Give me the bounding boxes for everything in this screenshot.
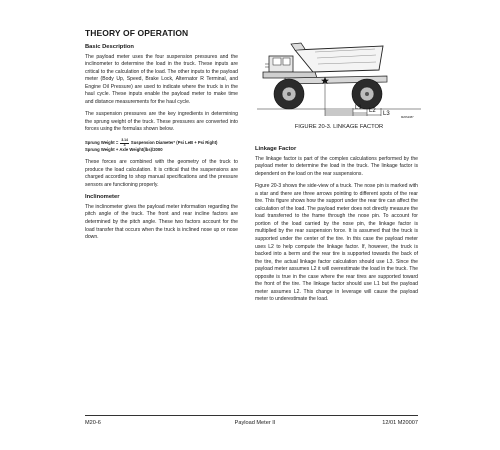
formula-1-rhs: Suspension Diameter² (Psi LeB + Psi Right) bbox=[130, 140, 218, 146]
linkage-factor-figure bbox=[255, 38, 423, 118]
label-l1: L1 bbox=[355, 105, 362, 111]
linkage-factor-paragraph-2: Figure 20-3 shows the side-view of a truck. The nose pin is marked with a star and there are three arrows pointing to different spots of the rear tire. This figure shows how the support under the rear tire can affect the calculation of the load. The payload meter does not directly measure the load transferred to the frame through the nose pin. To account for portion of the load carried by the nose pin, the linkage factor is multiplied by the rear suspension force. It is assumed that the truck is supported under the center of the tire. In this case the payload meter uses L2 to help compute the linkage factor. If, however, the truck is backed into a berm and the rear tire is supported towards the back of the tire, the actual linkage factor calculation should use L3. Since the payload meter assumes L2 it will overestimate the load in the truck. The opposite is true in the case where the rear tires are supported toward the front of the tire. The linkage factor should use L1 but the payload meter assumes L2. This change in leverage will cause the payload meter to underestimate the load. bbox=[255, 183, 418, 303]
linkage-factor-paragraph-1: The linkage factor is part of the complex calculations performed by the payload meter to determine the load in the truck. The linkage factor is dependent on the load on the rear suspensions. bbox=[255, 155, 418, 177]
formula-1-lhs: Sprung Weight = bbox=[85, 140, 119, 146]
formula-line-1 bbox=[85, 139, 238, 147]
label-l2: L2 bbox=[369, 108, 376, 114]
formula-line-2: Sprung Weight + Axle Weight(lbs)/2000 bbox=[85, 147, 163, 153]
formula-1-fraction bbox=[120, 139, 129, 147]
inclinometer-paragraph: The inclinometer gives the payload meter information regarding the pitch angle of the truck. The front and rear incline factors are determined by the pitch angle. These two factors account for the load transfer that occurs when the truck is inclined nose up or nose down. bbox=[85, 203, 238, 241]
basic-description-paragraph-1: The payload meter uses the four suspension pressures and the inclinometer to determine the load in the truck. These inputs are critical to the calculation of the load. The other inputs to the payload meter (Body Up, Speed, Brake Lock, Alternator R Terminal, and Engine Oil Pressure) are used to indicate where the truck is in the haul cycle. These inputs enable the payload meter to make time and distance measurements for the haul cycle. bbox=[85, 53, 238, 105]
label-l3: L3 bbox=[383, 111, 390, 117]
haul-truck-side-view-illustration bbox=[255, 38, 423, 118]
inclinometer-heading: Inclinometer bbox=[85, 194, 120, 201]
linkage-factor-heading: Linkage Factor bbox=[255, 146, 297, 152]
figure-caption: FIGURE 20-3. LINKAGE FACTOR bbox=[294, 124, 384, 130]
formula-1-denominator: 4 bbox=[123, 142, 126, 147]
right-column bbox=[255, 145, 418, 309]
basic-description-paragraph-2: The suspension pressures are the key ingredients in determining the sprung weight of the truck. These pressures are converted into forces using the formulas shown below. bbox=[85, 111, 238, 133]
footer-page-number: M20-6 bbox=[85, 420, 101, 426]
page-title: THEORY OF OPERATION bbox=[85, 28, 189, 38]
basic-description-heading: Basic Description bbox=[85, 44, 134, 50]
footer-title: Payload Meter II bbox=[234, 420, 276, 426]
left-column bbox=[85, 43, 238, 247]
formula-1-numerator: 3.14 bbox=[121, 138, 128, 143]
figure-code: M20S2087 bbox=[401, 116, 414, 118]
forces-paragraph: These forces are combined with the geometry of the truck to produce the load calculation. It is critical that the suspensions are charged according to shop manual specifications and the pressure sensors are functioning properly. bbox=[85, 159, 238, 188]
footer-divider bbox=[85, 415, 418, 416]
footer-date-code: 12/01 M20007 bbox=[382, 420, 418, 426]
sprung-weight-formulas bbox=[85, 139, 238, 153]
